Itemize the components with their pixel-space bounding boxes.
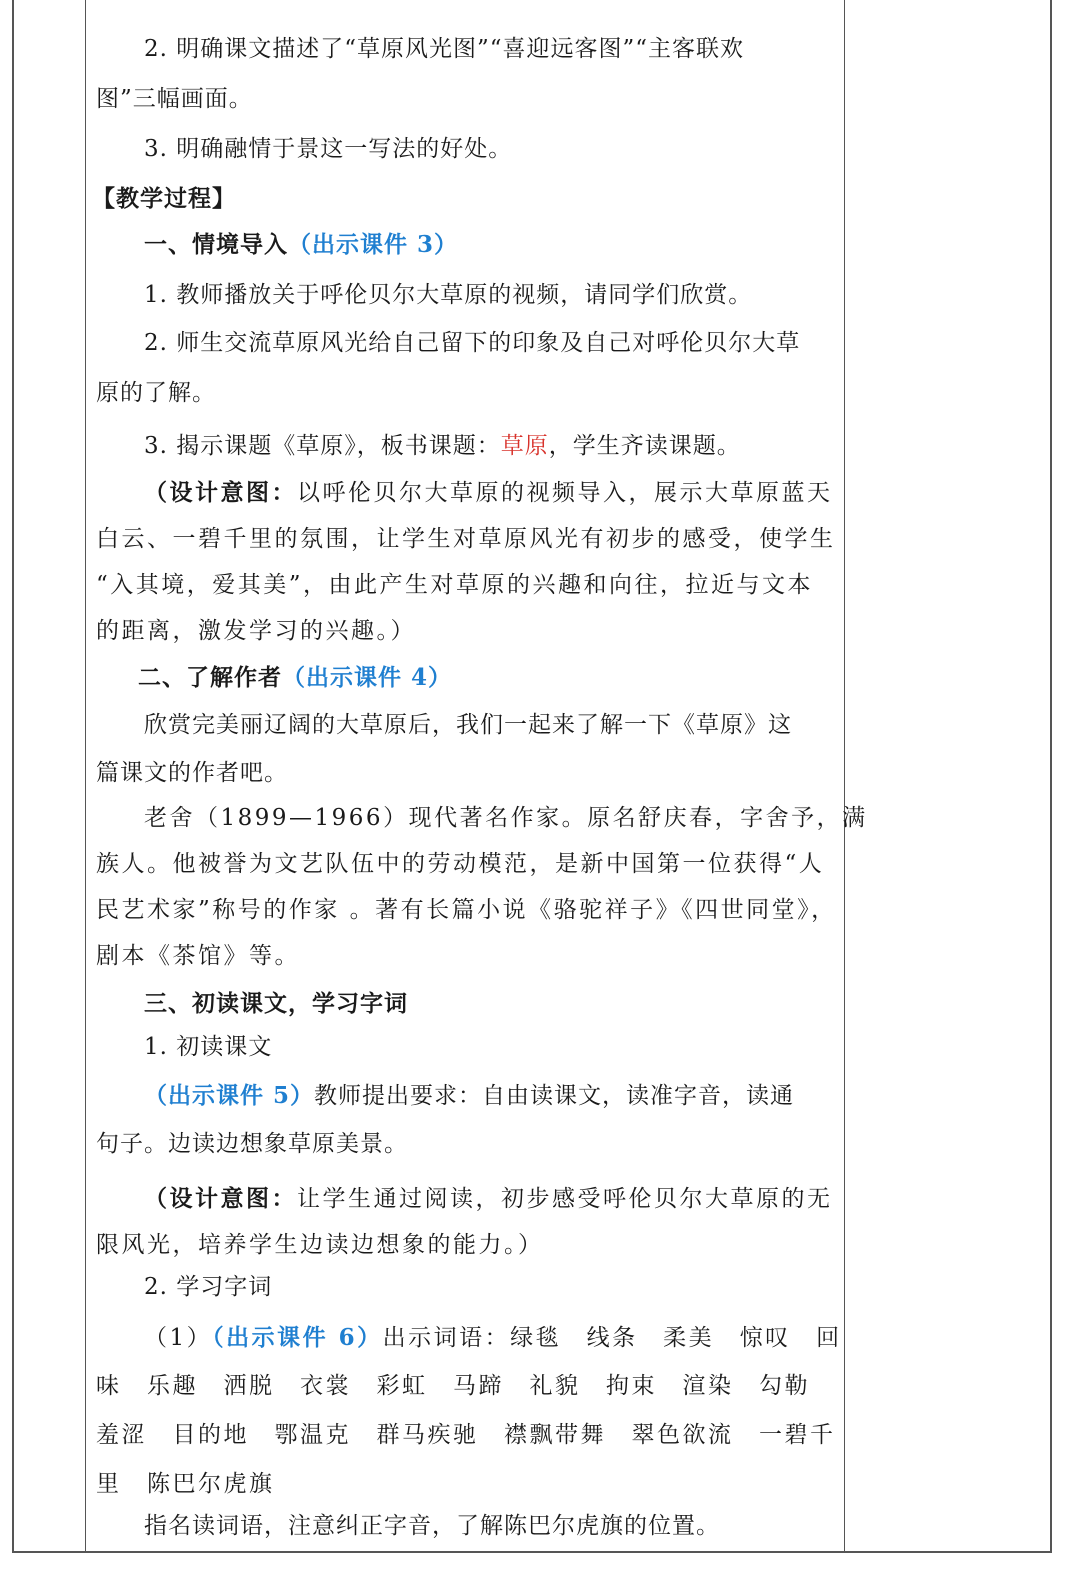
section-1-heading — [144, 226, 458, 259]
vocab-line-3: 羞涩 目的地 鄂温克 群马疾驰 襟飘带舞 翠色欲流 一碧千 — [96, 1422, 836, 1448]
step-3-text-end: ，学生齐读课题。 — [548, 433, 741, 459]
vocab-line-1 — [144, 1319, 842, 1352]
design-intent-2-line-1 — [144, 1180, 833, 1213]
goal-2-line-cont: 图”三幅画面。 — [96, 86, 253, 112]
section-2-intro: 欣赏完美丽辽阔的大草原后，我们一起来了解一下《草原》这 — [144, 712, 792, 738]
section-2-courseware-tag: （出示课件 4） — [282, 664, 453, 691]
step-3-text: 3. 揭示课题《草原》，板书课题： — [144, 433, 501, 459]
section-1-courseware-tag: （出示课件 3） — [288, 231, 459, 258]
vocab-courseware-tag: （出示课件 6） — [212, 1324, 383, 1351]
author-bio-line-3: 民艺术家”称号的作家 。著有长篇小说《骆驼祥子》《四世同堂》， — [96, 897, 837, 923]
section-3-step-1-detail-cont: 句子。边读边想象草原美景。 — [96, 1131, 408, 1157]
section-1-step-2-cont: 原的了解。 — [96, 380, 216, 406]
vocab-words: 出示词语：绿毯 线条 柔美 惊叹 回 — [382, 1325, 842, 1351]
author-bio-line-2: 族人。他被誉为文艺队伍中的劳动模范，是新中国第一位获得“人 — [96, 851, 825, 877]
section-3-step-1: 1. 初读课文 — [144, 1034, 273, 1060]
section-3-courseware-tag: （出示课件 5） — [144, 1082, 315, 1109]
reading-requirements: 教师提出要求：自由读课文，读准字音，读通 — [314, 1083, 795, 1109]
section-1-title: 一、情境导入 — [144, 231, 288, 258]
design-intent-1-line-3: “入其境，爱其美”，由此产生对草原的兴趣和向往，拉近与文本 — [96, 572, 814, 598]
section-2-title: 二、了解作者 — [138, 664, 282, 691]
design-intent-1-line-4: 的距离，激发学习的兴趣。） — [96, 618, 416, 644]
section-2-intro-cont: 篇课文的作者吧。 — [96, 760, 288, 786]
design-intent-1-line-1 — [144, 474, 833, 507]
board-title: 草原 — [500, 433, 549, 459]
author-bio-line-4: 剧本《茶馆》等。 — [96, 943, 300, 969]
section-3-step-1-detail — [144, 1077, 794, 1110]
design-intent-text: 以呼伦贝尔大草原的视频导入，展示大草原蓝天 — [297, 480, 833, 506]
vocab-line-2: 味 乐趣 洒脱 衣裳 彩虹 马蹄 礼貌 拘束 渲染 勾勒 — [96, 1373, 810, 1399]
vocab-line-4: 里 陈巴尔虎旗 — [96, 1471, 275, 1497]
section-2-heading — [138, 659, 452, 692]
design-intent-2-text: 让学生通过阅读，初步感受呼伦贝尔大草原的无 — [297, 1186, 833, 1212]
section-1-step-2: 2. 师生交流草原风光给自己留下的印象及自己对呼伦贝尔大草 — [144, 330, 801, 356]
design-intent-label: （设计意图： — [144, 479, 297, 506]
lesson-content — [84, 0, 868, 1553]
goal-3-line: 3. 明确融情于景这一写法的好处。 — [144, 136, 513, 162]
vocab-item-number: （1） — [144, 1325, 213, 1351]
section-3-heading: 三、初读课文，学习字词 — [144, 990, 408, 1017]
vocab-instruction: 指名读词语，注意纠正字音，了解陈巴尔虎旗的位置。 — [144, 1513, 720, 1539]
goal-2-line: 2. 明确课文描述了“草原风光图”“喜迎远客图”“主客联欢 — [144, 36, 745, 62]
left-column — [14, 0, 86, 1551]
right-column — [844, 0, 1050, 1551]
author-bio-line-1: 老舍（1899—1966）现代著名作家。原名舒庆春，字舍予，满 — [144, 805, 868, 831]
section-1-step-1: 1. 教师播放关于呼伦贝尔大草原的视频，请同学们欣赏。 — [144, 282, 753, 308]
design-intent-2-label: （设计意图： — [144, 1185, 297, 1212]
section-3-step-2: 2. 学习字词 — [144, 1274, 273, 1300]
section-1-step-3 — [144, 427, 741, 460]
design-intent-1-line-2: 白云、一碧千里的氛围，让学生对草原风光有初步的感受，使学生 — [96, 526, 836, 552]
teaching-process-heading: 【教学过程】 — [92, 185, 236, 212]
design-intent-2-line-2: 限风光，培养学生边读边想象的能力。） — [96, 1232, 544, 1258]
